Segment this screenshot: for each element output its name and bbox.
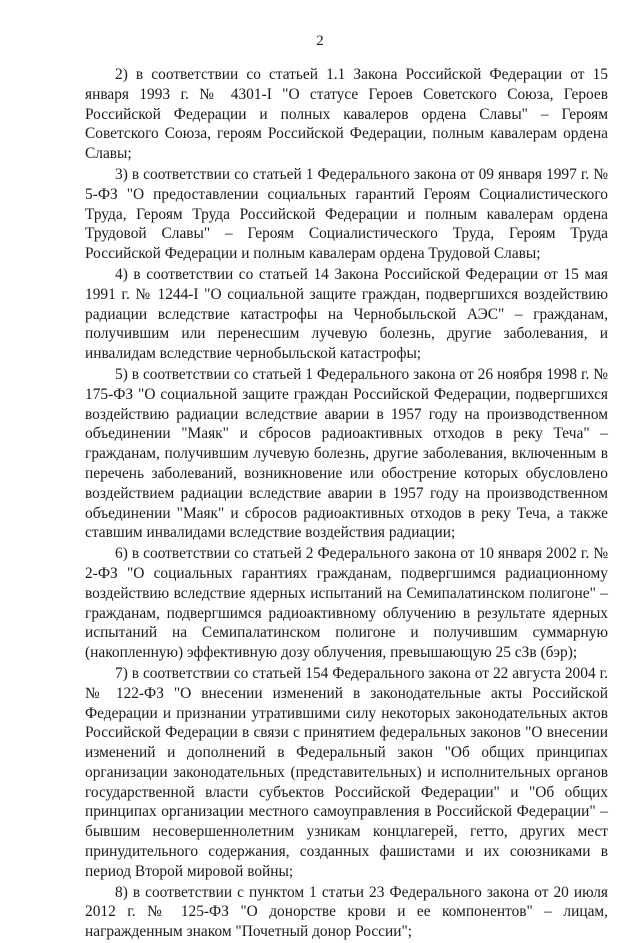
paragraph-item-8: 8) в соответствии с пунктом 1 статьи 23 Федерального закона от 20 июля 2012 г. № 125-ФЗ "О донорстве крови и ее компонентов" – лицам, награжденным знаком "Почетный донор России"; <box>85 883 608 941</box>
paragraph-item-7: 7) в соответствии со статьей 154 Федерального закона от 22 августа 2004 г. № 122-ФЗ "О внесении изменений в законодательные акты Российской Федерации и признании утратившими силу некоторых законодательных актов Российской Федерации в связи с принятием федеральных законов "О внесении изменений и дополнений в Федеральный закон "Об общих принципах организации законодательных (представительных) и исполнительных органов государственной власти субъектов Российской Федерации" и "Об общих принципах организации местного самоуправления в Российской Федерации" – бывшим несовершеннолетним узникам концлагерей, гетто, других мест принудительного содержания, созданных фашистами и их союзниками в период Второй мировой войны; <box>85 664 608 880</box>
paragraph-item-2: 2) в соответствии со статьей 1.1 Закона Российской Федерации от 15 января 1993 г. № 4301-I "О статусе Героев Советского Союза, Героев Российской Федерации и полных кавалеров ордена Славы" – Героям Советского Союза, героям Российской Федерации, полным кавалерам ордена Славы; <box>85 66 608 163</box>
paragraph-item-5: 5) в соответствии со статьей 1 Федерального закона от 26 ноября 1998 г. № 175-ФЗ "О социальной защите граждан Российской Федерации, подвергшихся воздействию радиации вследствие аварии в 1957 году на производственном объединении "Маяк" и сбросов радиоактивных отходов в реку Теча" – гражданам, получившим лучевую болезнь, другие заболевания, включенным в перечень заболеваний, возникновение или обострение которых обусловлено воздействием радиации вследствие аварии в 1957 году на производственном объединении "Маяк" и сбросов радиоактивных отходов в реку Теча, а также ставшим инвалидами вследствие воздействия радиации; <box>85 365 608 542</box>
document-body <box>85 65 608 943</box>
paragraph-item-3: 3) в соответствии со статьей 1 Федерального закона от 09 января 1997 г. № 5-ФЗ "О предоставлении социальных гарантий Героям Социалистического Труда, Героям Труда Российской Федерации и полным кавалерам ордена Трудовой Славы" – Героям Социалистического Труда, Героям Труда Российской Федерации и полным кавалерам ордена Трудовой Славы; <box>85 165 608 263</box>
page-number: 2 <box>316 33 324 49</box>
paragraph-item-6: 6) в соответствии со статьей 2 Федерального закона от 10 января 2002 г. № 2-ФЗ "О социальных гарантиях гражданам, подвергшимся радиационному воздействию вследствие ядерных испытаний на Семипалатинском полигоне" – гражданам, подвергшимся радиоактивному облучению в результате ядерных испытаний на Семипалатинском полигоне и получившим суммарную (накопленную) эффективную дозу облучения, превышающую 25 сЗв (бэр); <box>85 545 608 662</box>
paragraph-item-4: 4) в соответствии со статьей 14 Закона Российской Федерации от 15 мая 1991 г. № 1244-I "О социальной защите граждан, подвергшихся воздействию радиации вследствие катастрофы на Чернобыльской АЭС" – гражданам, получившим или перенесшим лучевую болезнь, другие заболевания, и инвалидам вследствие чернобыльской катастрофы; <box>85 265 608 363</box>
